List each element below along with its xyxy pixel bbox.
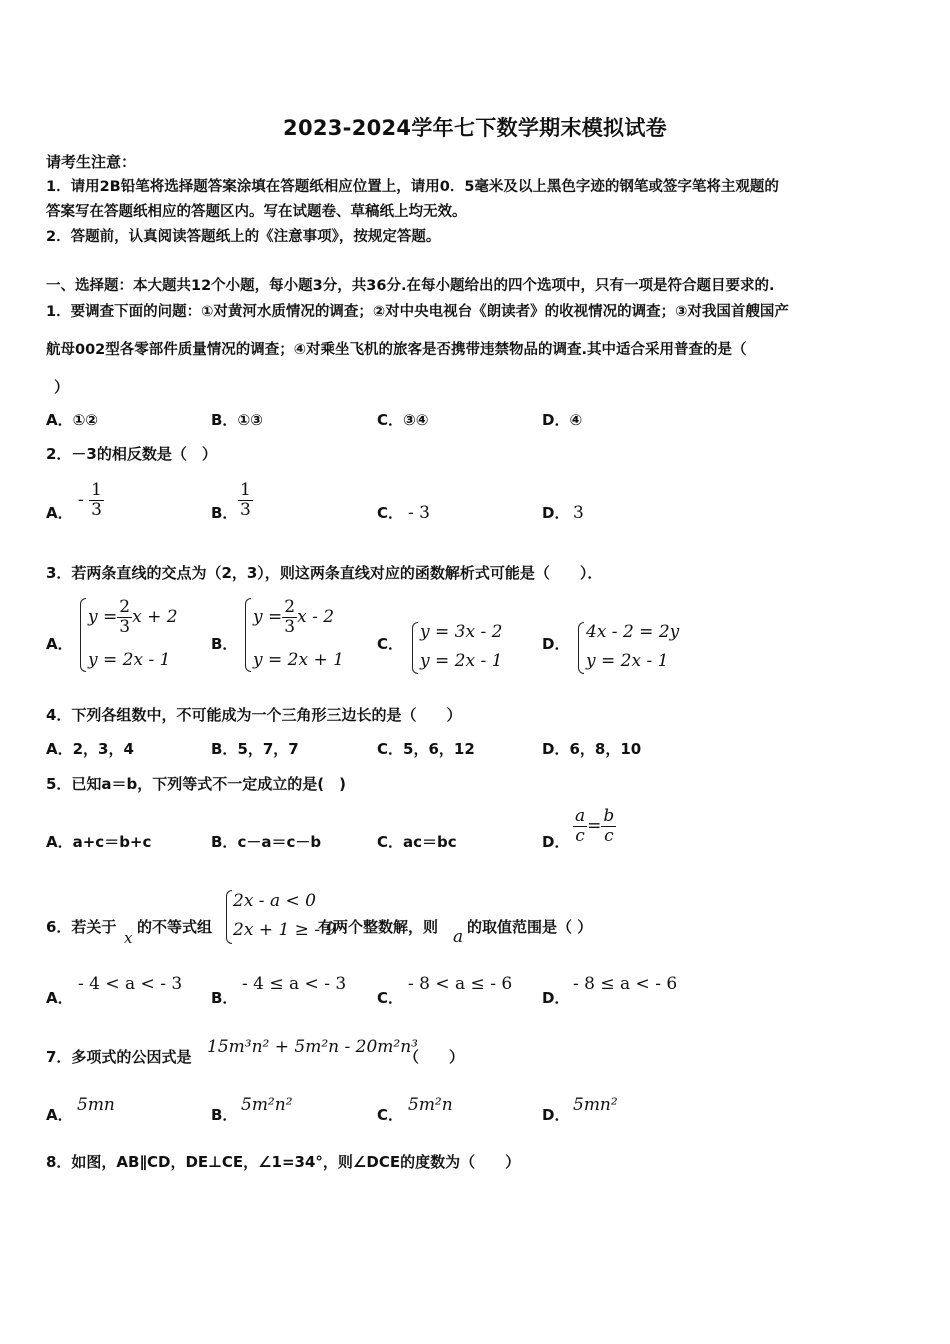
option-label: D． — [542, 740, 570, 758]
q3-option-d-eq2: y = 2x - 1 — [586, 651, 669, 671]
option-label: B． — [211, 833, 238, 851]
q6-stem-mid2: 有两个整数解，则 — [318, 918, 439, 936]
q6-option-a-label[interactable]: A． — [46, 989, 73, 1007]
q3-option-c-label[interactable]: C． — [377, 635, 404, 653]
q2-option-c-text: - 3 — [408, 503, 430, 523]
q5-stem: 5．已知a＝b，下列等式不一定成立的是( ) — [46, 775, 347, 793]
numerator: 2 — [284, 597, 296, 617]
q6-system-eq1: 2x - a < 0 — [233, 891, 316, 911]
q2-option-a-label[interactable]: A． — [46, 504, 73, 522]
q7-option-d-label[interactable]: D． — [542, 1106, 570, 1124]
notice-line-2: 2．答题前，认真阅读答题纸上的《注意事项》，按规定答题。 — [46, 229, 441, 245]
q6-stem-post: 的取值范围是（ ） — [467, 918, 593, 936]
fraction — [601, 807, 616, 846]
q6-stem-pre: 6．若关于 — [46, 918, 117, 936]
option-text: ①② — [72, 411, 99, 429]
q6-option-b-math: - 4 ≤ a < - 3 — [242, 974, 347, 994]
q7-option-a-math: 5mn — [77, 1095, 115, 1115]
option-text: 5，6，12 — [403, 740, 475, 758]
eq-left: y = — [88, 607, 118, 627]
fraction — [117, 598, 132, 637]
q7-option-c-math: 5m²n — [408, 1095, 453, 1115]
left-brace — [245, 598, 251, 672]
fraction — [573, 807, 587, 846]
q7-stem: 7．多项式的公因式是 — [46, 1048, 192, 1066]
q3-option-b-eq1 — [253, 598, 334, 637]
option-text: a+c＝b+c — [72, 833, 152, 851]
denominator: 3 — [119, 617, 131, 637]
denominator: 3 — [91, 500, 102, 520]
q6-var-a: a — [453, 927, 464, 947]
section-heading: 一、选择题：本大题共12个小题，每小题3分，共36分.在每小题给出的四个选项中，只有一项是符合题目要求的. — [46, 278, 775, 294]
q7-expression: 15m³n² + 5m²n - 20m²n³ — [207, 1037, 418, 1057]
q5-option-d-label[interactable]: D． — [542, 833, 570, 851]
fraction — [282, 598, 297, 637]
numerator: 2 — [119, 597, 131, 617]
q2-option-c-label[interactable]: C． — [377, 504, 404, 522]
option-label: D． — [542, 411, 570, 429]
q1-stem-line1: 1．要调查下面的问题：①对黄河水质情况的调查；②对中央电视台《朗读者》的收视情况的调查；③对我国首艘国产 — [46, 304, 789, 320]
q7-option-b-math: 5m²n² — [241, 1095, 293, 1115]
q1-option-b[interactable] — [211, 410, 263, 430]
fraction — [238, 481, 253, 520]
q3-option-d-eq1: 4x - 2 = 2y — [586, 622, 680, 642]
q4-option-d[interactable] — [542, 739, 641, 759]
option-label: A． — [46, 833, 73, 851]
q2-option-b-math — [238, 481, 253, 520]
q2-option-d-label[interactable]: D． — [542, 504, 570, 522]
q6-option-a-math: - 4 < a < - 3 — [78, 974, 183, 994]
q7-option-a-label[interactable]: A． — [46, 1106, 73, 1124]
q2-stem: 2．－3的相反数是（ ） — [46, 445, 217, 463]
q3-option-c-eq2: y = 2x - 1 — [420, 651, 503, 671]
notice-line-1b: 答案写在答题纸相应的答题区内。写在试题卷、草稿纸上均无效。 — [46, 204, 467, 220]
option-label: B． — [211, 740, 238, 758]
q8-stem: 8．如图，AB∥CD，DE⊥CE，∠1=34°，则∠DCE的度数为（ ） — [46, 1153, 521, 1171]
left-brace — [578, 622, 584, 674]
denominator: c — [575, 826, 585, 846]
option-text: 5，7，7 — [237, 740, 299, 758]
q6-system-eq2: 2x + 1 ≥ - 9 — [233, 920, 337, 940]
eq-right: x + 2 — [132, 607, 178, 627]
option-text: c－a＝c－b — [237, 833, 322, 851]
q6-option-b-label[interactable]: B． — [211, 989, 238, 1007]
option-text: ④ — [569, 411, 583, 429]
equals-sign: = — [587, 816, 602, 836]
q5-option-c[interactable] — [377, 832, 457, 852]
option-label: A． — [46, 740, 73, 758]
q1-option-c[interactable] — [377, 410, 428, 430]
option-label: A． — [46, 411, 73, 429]
q6-option-c-math: - 8 < a ≤ - 6 — [408, 974, 513, 994]
denominator: 3 — [240, 500, 251, 520]
notice-heading: 请考生注意： — [46, 153, 137, 171]
option-text: ①③ — [237, 411, 263, 429]
left-brace — [226, 890, 232, 944]
q6-option-d-math: - 8 ≤ a < - 6 — [573, 974, 678, 994]
q4-option-b[interactable] — [211, 739, 299, 759]
option-text: 6，8，10 — [569, 740, 642, 758]
q7-option-d-math: 5mn² — [573, 1095, 618, 1115]
q7-option-c-label[interactable]: C． — [377, 1106, 404, 1124]
eq-right: x - 2 — [297, 607, 335, 627]
q2-option-a-math — [78, 481, 104, 520]
q5-option-b[interactable] — [211, 832, 321, 852]
q7-paren: （ ） — [404, 1048, 465, 1066]
q3-option-b-eq2: y = 2x + 1 — [253, 650, 344, 670]
q4-stem: 4．下列各组数中，不可能成为一个三角形三边长的是（ ） — [46, 706, 462, 724]
q2-option-d-text: 3 — [573, 503, 584, 523]
q5-option-a[interactable] — [46, 832, 151, 852]
q4-option-c[interactable] — [377, 739, 475, 759]
denominator: c — [604, 826, 614, 846]
q3-option-a-label[interactable]: A． — [46, 635, 73, 653]
left-brace — [412, 622, 418, 674]
q3-option-c-eq1: y = 3x - 2 — [420, 622, 503, 642]
numerator: 1 — [91, 480, 102, 500]
option-label: B． — [211, 411, 238, 429]
option-text: ③④ — [403, 411, 429, 429]
q1-stem-line3: ） — [54, 378, 70, 396]
option-label: C． — [377, 833, 404, 851]
q3-option-b-label[interactable]: B． — [211, 635, 238, 653]
denominator: 3 — [284, 617, 296, 637]
q4-option-a[interactable] — [46, 739, 134, 759]
q3-option-a-eq1 — [88, 598, 178, 637]
eq-left: y = — [253, 607, 283, 627]
minus-sign: - — [78, 490, 84, 510]
q6-option-d-label[interactable]: D． — [542, 989, 570, 1007]
q6-var-x: x — [124, 929, 133, 947]
notice-line-1a: 1．请用2B铅笔将选择题答案涂填在答题纸相应位置上，请用0．5毫米及以上黑色字迹的钢笔或签字笔将主观题的 — [46, 179, 779, 195]
q2-option-b-label[interactable]: B． — [211, 504, 238, 522]
q3-option-d-label[interactable]: D． — [542, 635, 570, 653]
numerator: a — [575, 806, 586, 826]
numerator: 1 — [240, 480, 251, 500]
option-label: C． — [377, 411, 404, 429]
option-text: ac＝bc — [403, 833, 457, 851]
q1-option-d[interactable] — [542, 410, 582, 430]
fraction — [89, 481, 104, 520]
q3-option-a-eq2: y = 2x - 1 — [88, 650, 171, 670]
q6-stem-mid: 的不等式组 — [137, 918, 213, 936]
q1-stem-line2: 航母002型各零部件质量情况的调查；④对乘坐飞机的旅客是否携带违禁物品的调查.其中适合采用普查的是（ — [46, 342, 747, 358]
left-brace — [80, 598, 86, 672]
option-text: 2，3，4 — [72, 740, 134, 758]
q3-stem: 3．若两条直线的交点为（2，3），则这两条直线对应的函数解析式可能是（ ）． — [46, 564, 603, 582]
q7-option-b-label[interactable]: B． — [211, 1106, 238, 1124]
q5-option-d-math — [573, 807, 616, 846]
q6-option-c-label[interactable]: C． — [377, 989, 404, 1007]
q1-option-a[interactable] — [46, 410, 98, 430]
numerator: b — [603, 806, 615, 826]
option-label: C． — [377, 740, 404, 758]
page-title: 2023-2024学年七下数学期末模拟试卷 — [283, 116, 667, 140]
